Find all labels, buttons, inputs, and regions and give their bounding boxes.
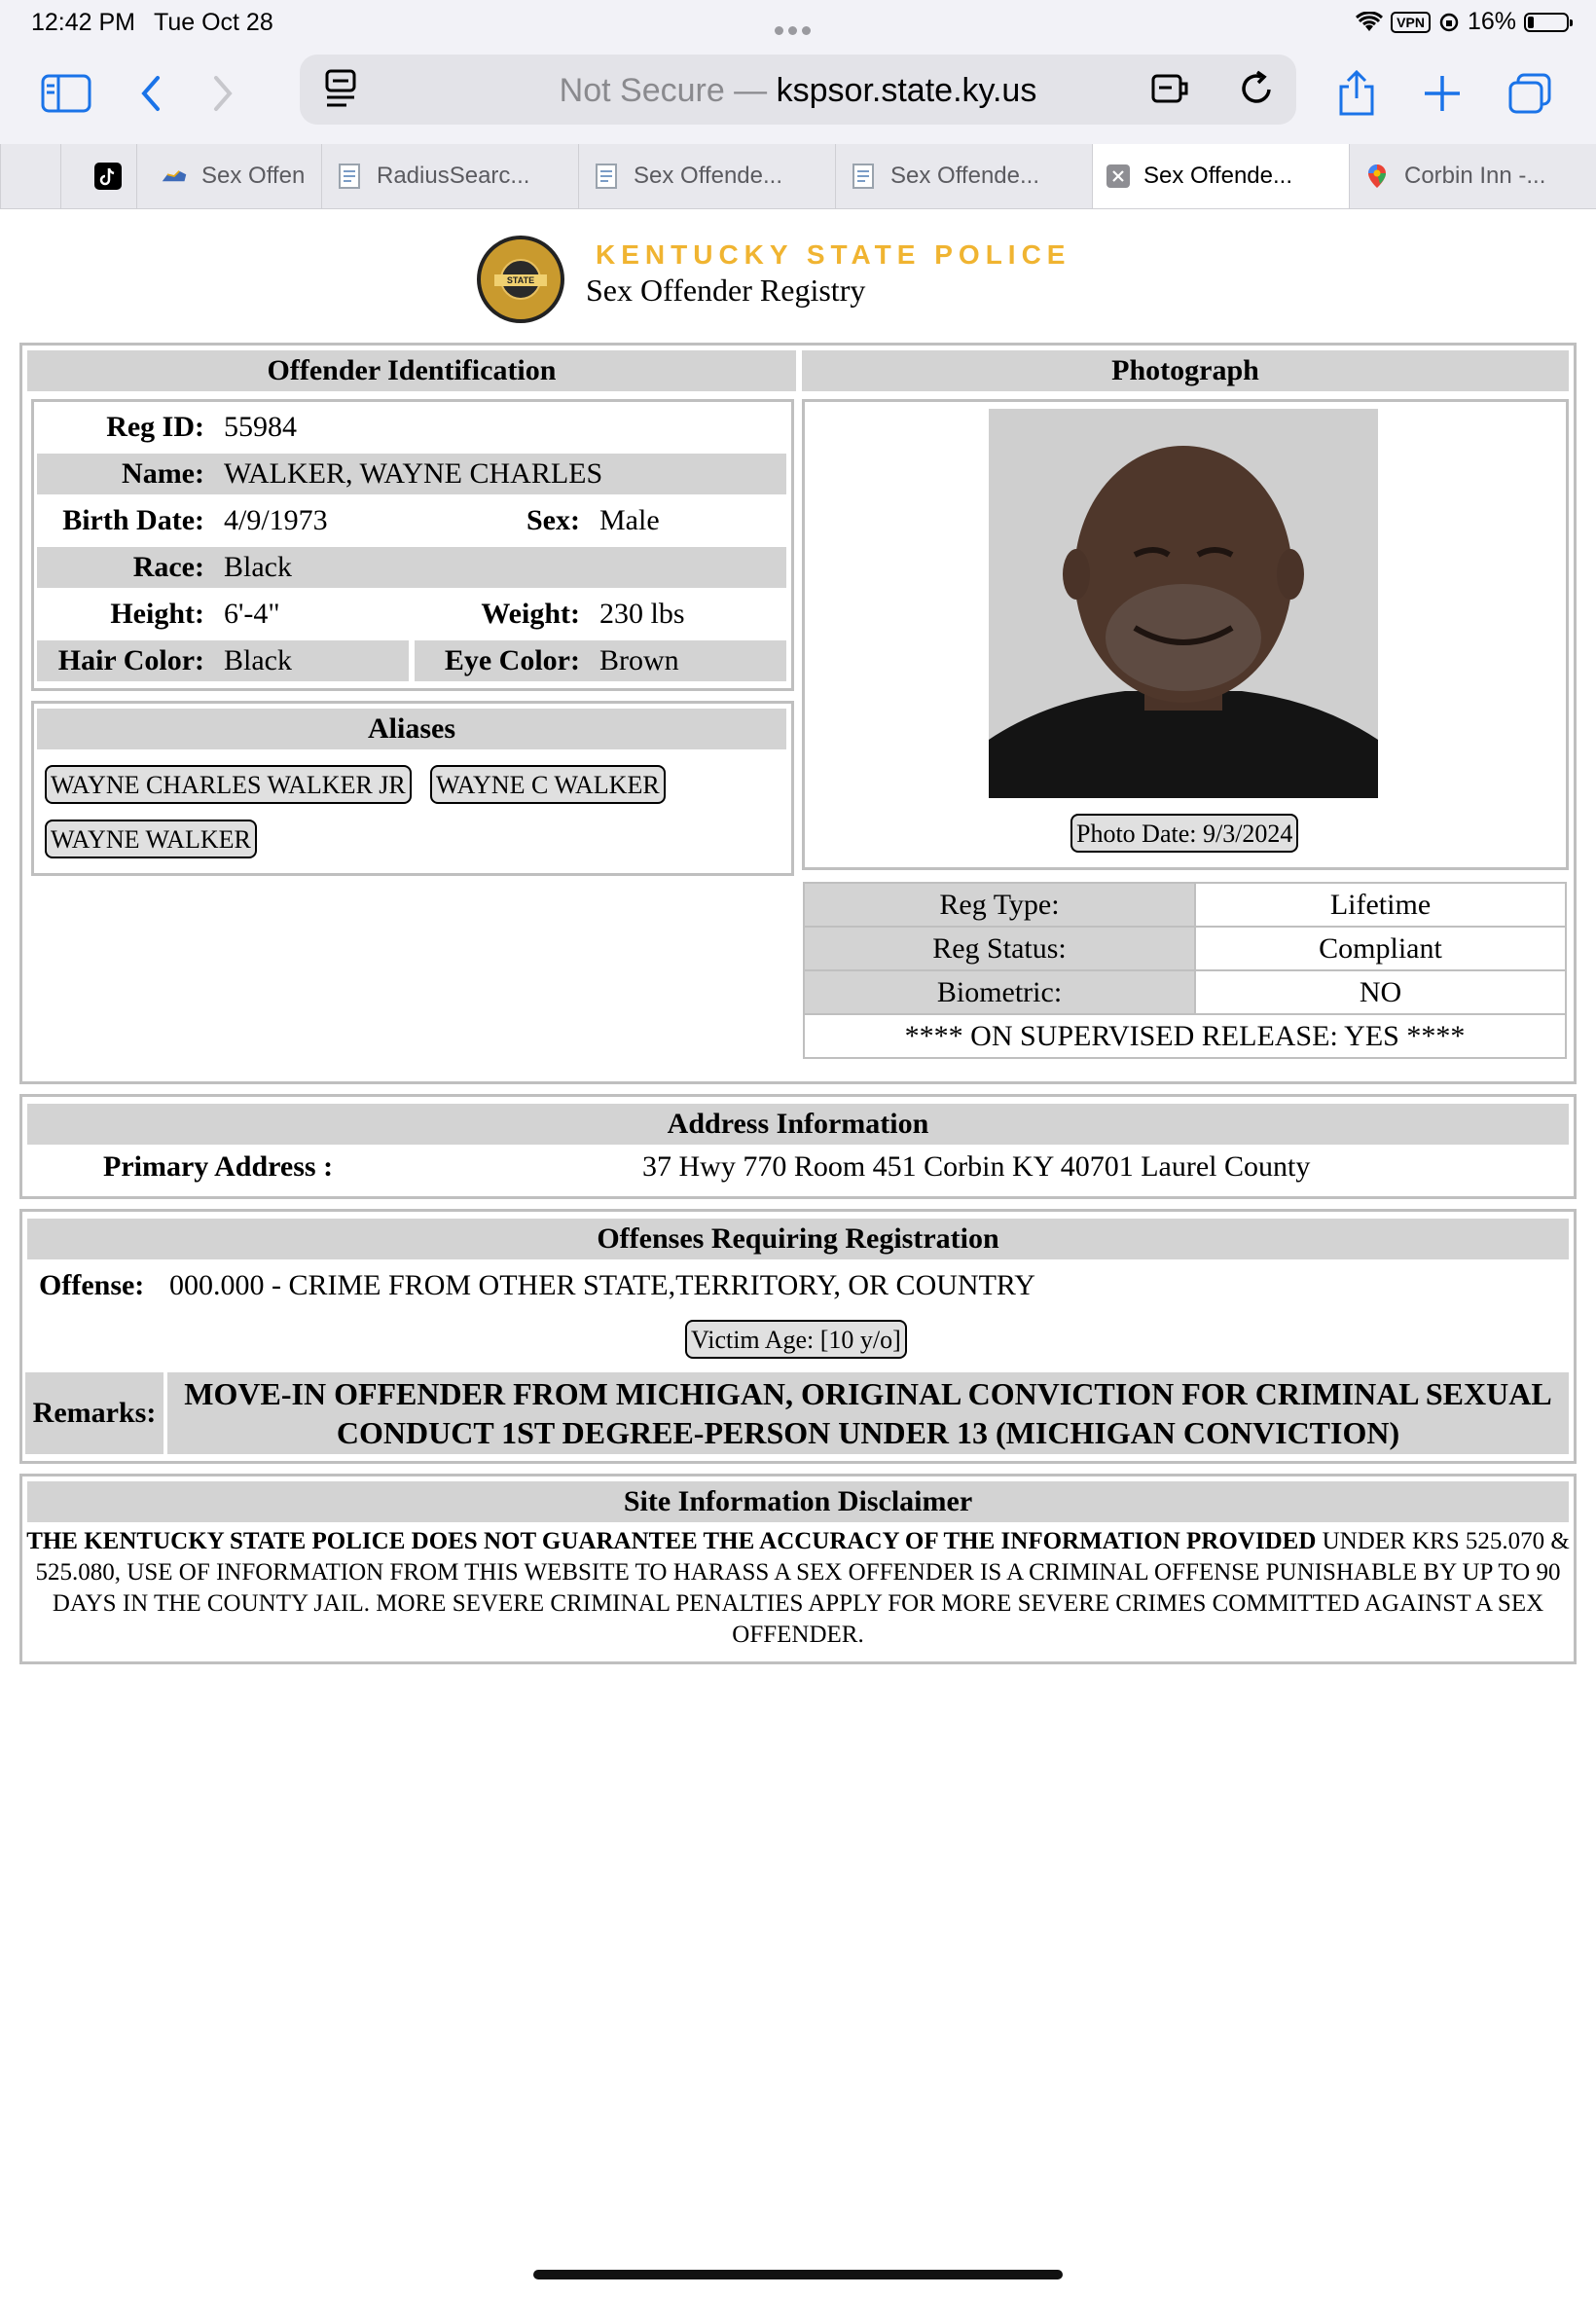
status-date: Tue Oct 28: [154, 9, 273, 36]
tab-sex-offender-active[interactable]: Sex Offende...: [1092, 144, 1349, 208]
reg-type-label: Reg Type:: [804, 883, 1195, 927]
url-host: kspsor.state.ky.us: [776, 72, 1037, 109]
tab-sex-offender-3[interactable]: Sex Offende...: [835, 144, 1092, 208]
table-row: [804, 883, 1566, 927]
aliases-heading: Aliases: [37, 709, 786, 749]
tab-sex-offender-2[interactable]: Sex Offende...: [578, 144, 835, 208]
photograph-heading: Photograph: [802, 350, 1569, 391]
back-icon[interactable]: [123, 66, 177, 121]
document-icon: [336, 163, 363, 190]
hair-color-label: Hair Color:: [57, 644, 204, 676]
name-label: Name:: [122, 457, 204, 490]
new-tab-icon[interactable]: [1415, 66, 1469, 121]
alias-item: WAYNE WALKER: [45, 820, 257, 858]
page-header: [477, 232, 1158, 325]
name-value: WALKER, WAYNE CHARLES: [224, 457, 603, 490]
identification-heading: Offender Identification: [27, 350, 796, 391]
tab-corbin-inn[interactable]: Corbin Inn -...: [1349, 144, 1596, 208]
agency-title: KENTUCKY STATE POLICE: [596, 239, 1071, 270]
tiktok-icon: [94, 163, 122, 190]
table-row: [804, 1014, 1566, 1058]
google-maps-icon: [1363, 163, 1391, 190]
ksp-seal-logo: STATE: [477, 236, 564, 323]
biometric-value: NO: [1195, 970, 1566, 1014]
sex-value: Male: [599, 504, 660, 536]
disclaimer-bold: THE KENTUCKY STATE POLICE DOES NOT GUARANTEE THE ACCURACY OF THE INFORMATION PROVIDED: [26, 1528, 1317, 1554]
address-heading: Address Information: [27, 1104, 1569, 1145]
forward-icon[interactable]: [197, 66, 251, 121]
victim-age: Victim Age: [10 y/o]: [685, 1320, 907, 1359]
home-indicator[interactable]: [533, 2270, 1063, 2279]
primary-address-value: 37 Hwy 770 Room 451 Corbin KY 40701 Laurel County: [642, 1150, 1311, 1183]
reload-icon[interactable]: [1238, 70, 1275, 112]
disclaimer-text: [25, 1526, 1571, 1651]
status-time: 12:42 PM: [31, 9, 136, 36]
birth-date-value: 4/9/1973: [224, 504, 328, 536]
tab-1[interactable]: [0, 144, 60, 208]
tab-bar: [0, 144, 1596, 209]
not-secure-label: Not Secure —: [559, 72, 768, 109]
battery-percent: 16%: [1467, 8, 1516, 35]
reg-status-label: Reg Status:: [804, 927, 1195, 970]
registry-subtitle: Sex Offender Registry: [586, 273, 866, 308]
supervised-release: **** ON SUPERVISED RELEASE: YES ****: [804, 1014, 1566, 1058]
remarks-label: Remarks:: [25, 1372, 163, 1454]
height-value: 6'-4": [224, 598, 280, 630]
battery-icon: [1524, 13, 1569, 32]
biometric-label: Biometric:: [804, 970, 1195, 1014]
table-row: [804, 970, 1566, 1014]
race-label: Race:: [132, 551, 204, 583]
url-text[interactable]: [300, 72, 1296, 110]
extensions-icon[interactable]: [1150, 70, 1189, 112]
share-icon[interactable]: [1329, 66, 1384, 121]
table-row: [804, 927, 1566, 970]
disclaimer-heading: Site Information Disclaimer: [27, 1481, 1569, 1522]
eye-color-value: Brown: [599, 644, 679, 676]
alias-item: WAYNE CHARLES WALKER JR: [45, 765, 412, 804]
reg-type-value: Lifetime: [1195, 883, 1566, 927]
document-icon: [850, 163, 877, 190]
document-icon: [593, 163, 620, 190]
status-icons: [1356, 8, 1569, 36]
tab-radius-search[interactable]: RadiusSearc...: [321, 144, 578, 208]
weight-value: 230 lbs: [599, 598, 685, 630]
photo-date: Photo Date: 9/3/2024: [1070, 814, 1298, 853]
offense-value: 000.000 - CRIME FROM OTHER STATE,TERRITORY, OR COUNTRY: [169, 1269, 1035, 1301]
orientation-lock-icon: [1438, 12, 1460, 33]
sidebar-icon[interactable]: [39, 66, 93, 121]
birth-date-label: Birth Date:: [62, 504, 204, 536]
disclaimer-rest: UNDER KRS 525.070 & 525.080, USE OF INFORMATION FROM THIS WEBSITE TO HARASS A SEX OFFENDER IS A CRIMINAL OFFENSE PUNISHABLE BY UP TO 90 DAYS IN THE COUNTY JAIL. MORE SEVERE CRIMINAL PENALTIES APPLY FOR MORE SEVERE CRIMES COMMITTED AGAINST A SEX OFFENDER.: [35, 1528, 1570, 1648]
status-bar: [0, 0, 1596, 47]
tab-overview-icon[interactable]: [1503, 66, 1557, 121]
offender-photo: [989, 409, 1378, 798]
weight-label: Weight:: [481, 598, 580, 630]
remarks-value: MOVE-IN OFFENDER FROM MICHIGAN, ORIGINAL CONVICTION FOR CRIMINAL SEXUAL CONDUCT 1ST DEGREE-PERSON UNDER 13 (MICHIGAN CONVICTION): [167, 1372, 1569, 1454]
address-bar[interactable]: [300, 55, 1296, 125]
registration-table: [803, 882, 1567, 1059]
primary-address-label: Primary Address :: [103, 1150, 334, 1183]
wifi-icon: [1356, 12, 1383, 33]
tab-tiktok[interactable]: [60, 144, 136, 208]
reg-id-value: 55984: [224, 411, 297, 443]
sex-label: Sex:: [526, 504, 580, 536]
reg-id-label: Reg ID:: [106, 411, 204, 443]
hair-color-value: Black: [224, 644, 292, 676]
multitasking-dots-icon[interactable]: [775, 14, 819, 23]
race-value: Black: [224, 551, 292, 583]
vpn-badge: VPN: [1391, 12, 1431, 33]
close-tab-icon[interactable]: [1106, 164, 1130, 188]
tab-sex-offender-1[interactable]: Sex Offen: [136, 144, 321, 208]
height-label: Height:: [110, 598, 204, 630]
eye-color-label: Eye Color:: [444, 644, 580, 676]
offenses-heading: Offenses Requiring Registration: [27, 1219, 1569, 1259]
kentucky-map-icon: [161, 163, 188, 190]
reg-status-value: Compliant: [1195, 927, 1566, 970]
offense-label: Offense:: [39, 1269, 145, 1301]
alias-item: WAYNE C WALKER: [430, 765, 666, 804]
